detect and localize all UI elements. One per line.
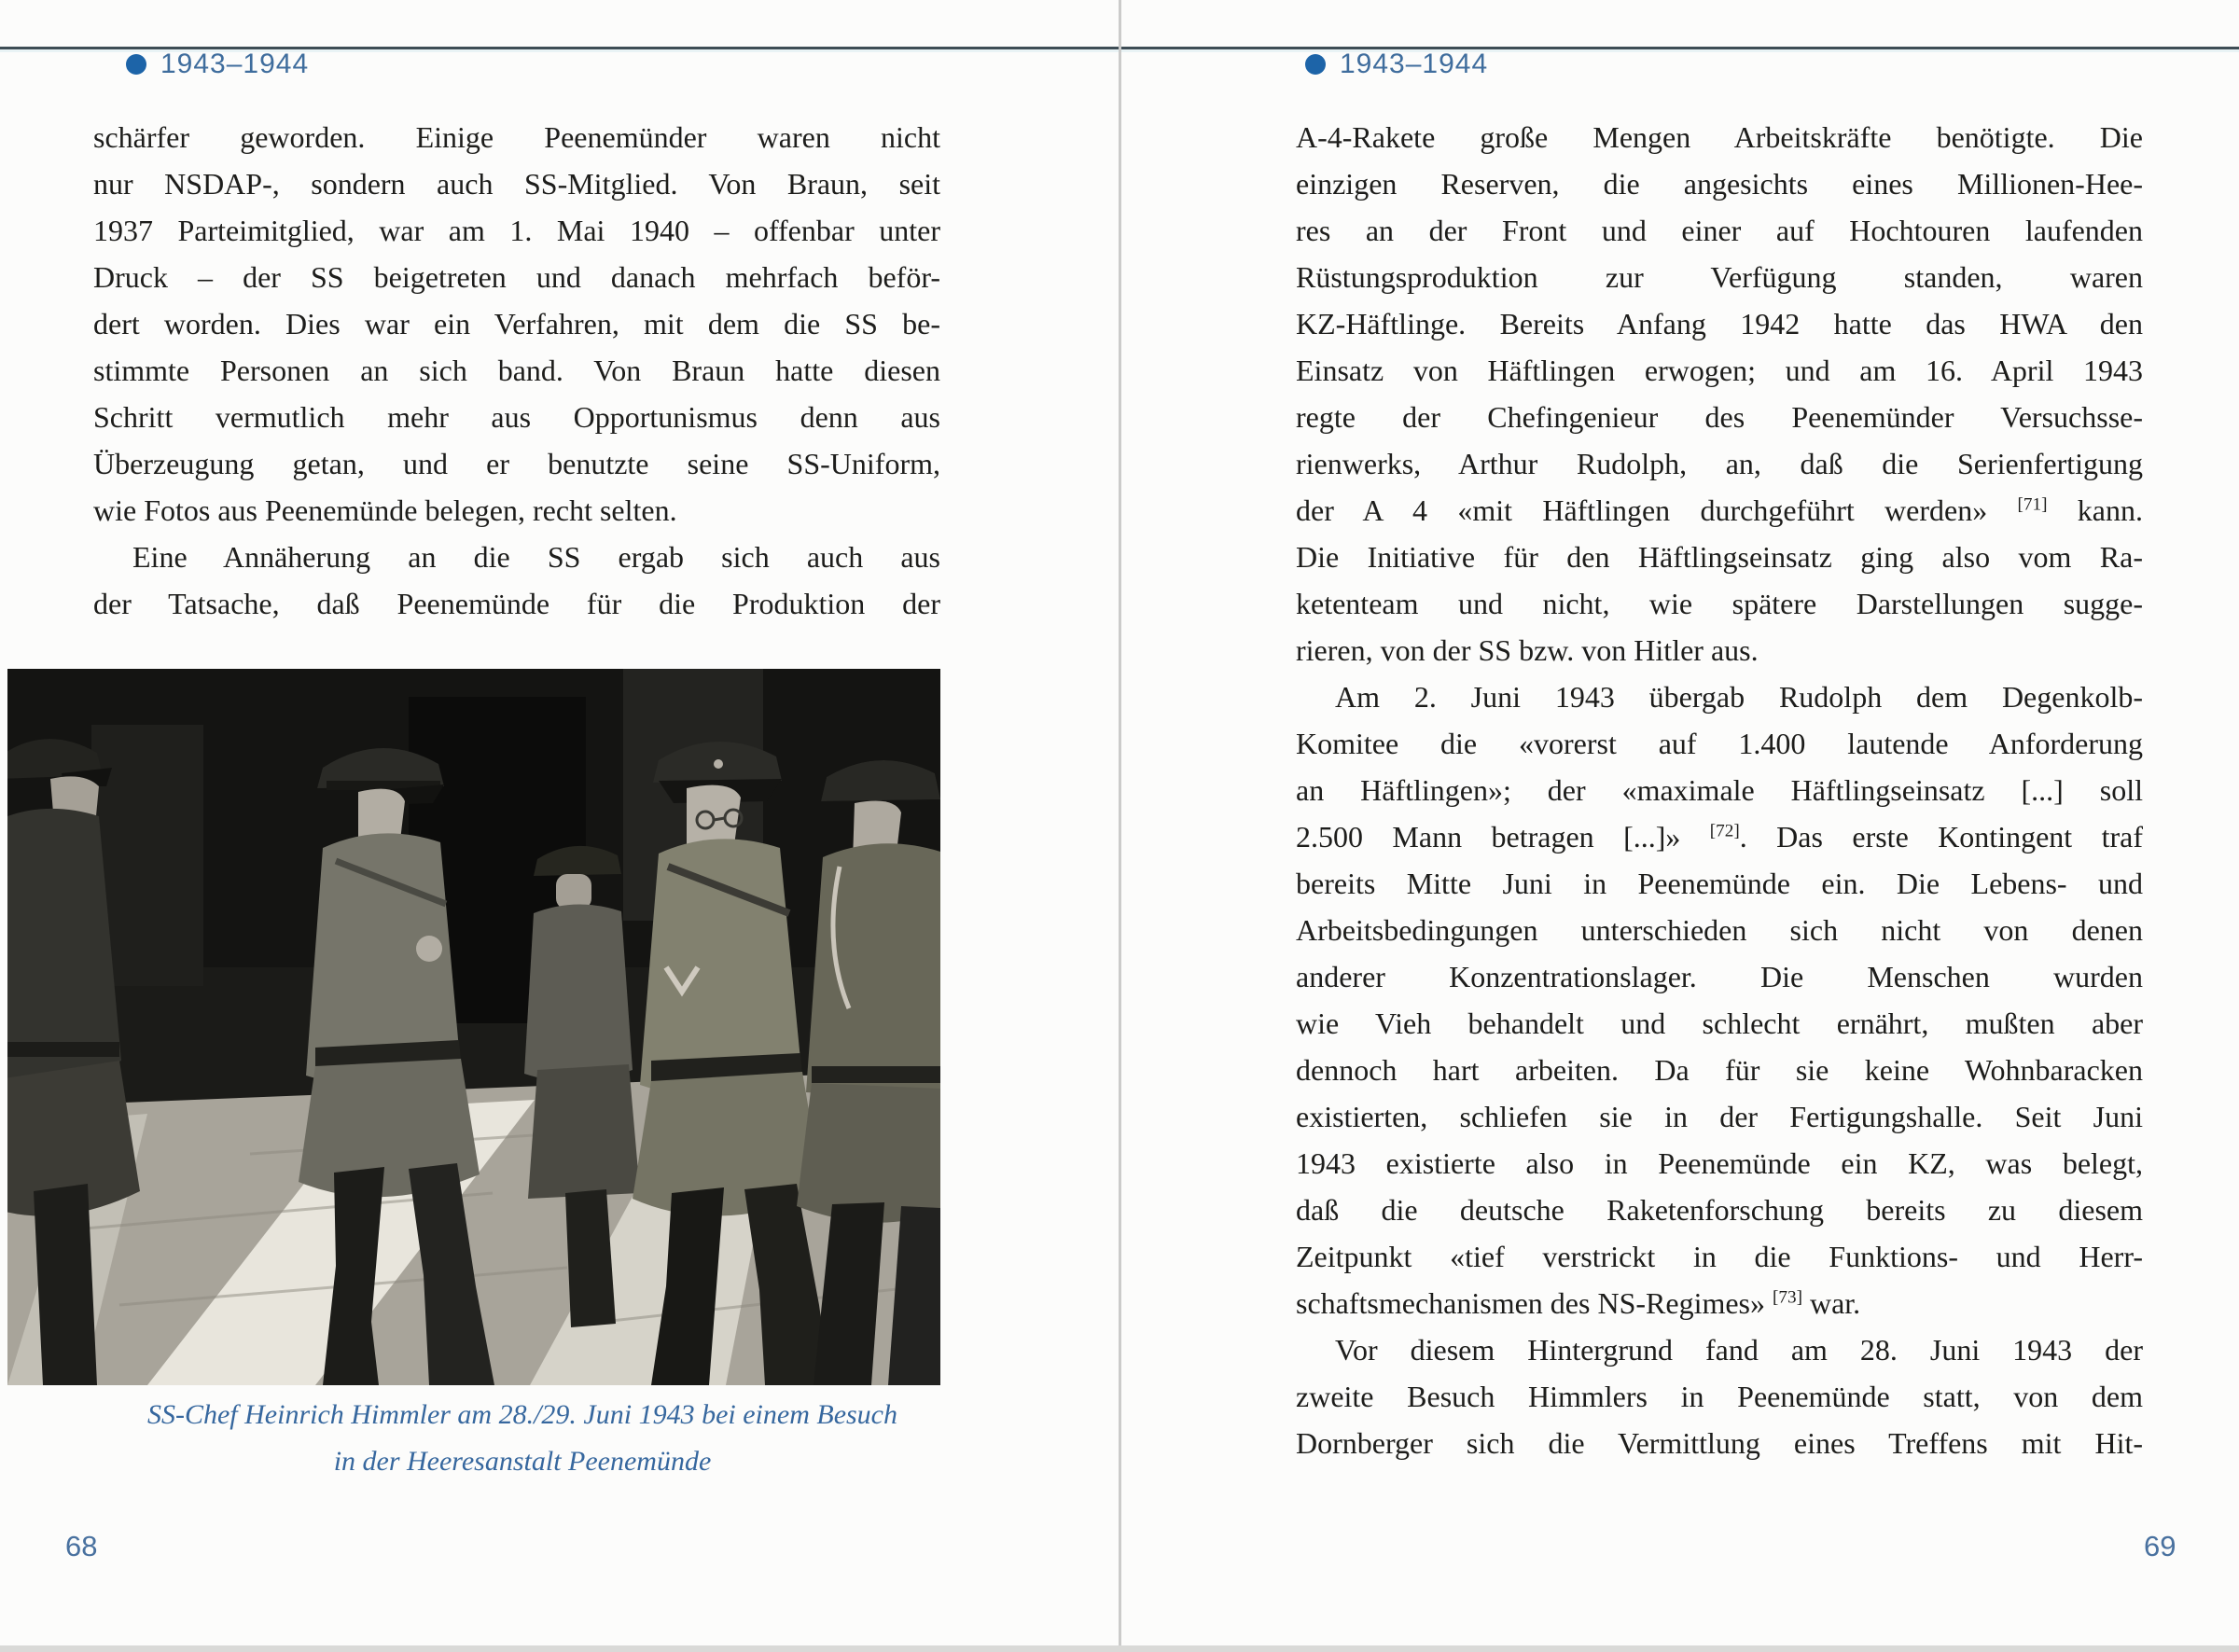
text-line: Zeitpunkt «tief verstrickt in die Funktions- und Herr- [1296,1240,2143,1273]
text-line: rieren, von der SS bzw. von Hitler aus. [1296,633,1759,667]
text-line: schärfer geworden. Einige Peenemünder waren nicht [93,120,940,154]
text-line: Die Initiative für den Häftlingseinsatz ging also vom Ra- [1296,540,2143,574]
photo-himmler-visit [7,669,940,1385]
page-number-right: 69 [2144,1530,2176,1562]
text-line: bereits Mitte Juni in Peenemünde ein. Die Lebens- und [1296,867,2143,900]
text-line: Vor diesem Hintergrund fand am 28. Juni 1943 der [1335,1333,2143,1367]
chapter-header-left [126,49,309,80]
text-line: an Häftlingen»; der «maximale Häftlingseinsatz [...] soll [1296,773,2143,807]
page-right [1121,0,2239,1652]
text-line: der A 4 «mit Häftlingen durchgeführt werden» [71] kann. [1296,493,2143,527]
footnote-marker: [73] [1773,1287,1802,1308]
text-line: regte der Chefingenieur des Peenemünder Versuchsse- [1296,400,2143,434]
text-line: Einsatz von Häftlingen erwogen; und am 16. April 1943 [1296,354,2143,387]
photo-caption-line2: in der Heeresanstalt Peenemünde [333,1446,712,1477]
text-line: res an der Front und einer auf Hochtouren laufenden [1296,214,2143,247]
text-line: wie Vieh behandelt und schlecht ernährt, mußten aber [1296,1006,2143,1040]
text-line: Komitee die «vorerst auf 1.400 lautende Anforderung [1296,727,2143,760]
text-line: 2.500 Mann betragen [...]» [72]. Das erste Kontingent traf [1296,820,2143,854]
text-line: schaftsmechanismen des NS-Regimes» [73] war. [1296,1286,1861,1320]
text-line: Arbeitsbedingungen unterschieden sich nicht von denen [1296,913,2143,947]
text-line: 1937 Parteimitglied, war am 1. Mai 1940 – offenbar unter [93,214,940,247]
chapter-title: 1943–1944 [1340,49,1489,79]
text-line: nur NSDAP-, sondern auch SS-Mitglied. Von Braun, seit [93,167,940,201]
text-line: anderer Konzentrationslager. Die Menschen wurden [1296,960,2143,993]
text-line: Rüstungsproduktion zur Verfügung standen, waren [1296,260,2143,294]
text-line: existierten, schliefen sie in der Fertigungshalle. Seit Juni [1296,1100,2143,1133]
text-line: Schritt vermutlich mehr aus Opportunismus denn aus [93,400,940,434]
photo-caption-line1: SS-Chef Heinrich Himmler am 28./29. Juni 1943 bei einem Besuch [146,1399,897,1430]
text-line: Am 2. Juni 1943 übergab Rudolph dem Degenkolb- [1335,680,2143,714]
text-line: ketenteam und nicht, wie spätere Darstellungen sugge- [1296,587,2143,620]
text-line: Eine Annäherung an die SS ergab sich auch aus [132,540,940,574]
text-line: daß die deutsche Raketenforschung bereits zu diesem [1296,1193,2143,1227]
footnote-marker: [71] [2017,494,2048,515]
chapter-title: 1943–1944 [160,49,310,79]
circle-bullet-icon [126,54,146,75]
text-line: dert worden. Dies war ein Verfahren, mit dem die SS be- [93,307,940,340]
text-line: stimmte Personen an sich band. Von Braun hatte diesen [93,354,940,387]
chapter-header-right [1305,49,1488,80]
text-line: A-4-Rakete große Mengen Arbeitskräfte benötigte. Die [1296,120,2143,154]
text-line: der Tatsache, daß Peenemünde für die Produktion der [93,587,940,620]
body-text-left [93,114,940,627]
text-line: Überzeugung getan, und er benutzte seine SS-Uniform, [93,447,940,480]
himmler-visit-photo-illustration [7,669,940,1385]
body-text-right [1296,114,2143,1466]
text-line: zweite Besuch Himmlers in Peenemünde statt, von dem [1296,1380,2143,1413]
footnote-marker: [72] [1709,821,1740,841]
text-line: dennoch hart arbeiten. Da für sie keine Wohnbaracken [1296,1053,2143,1087]
text-line: Druck – der SS beigetreten und danach mehrfach beför- [93,260,940,294]
circle-bullet-icon [1305,54,1326,75]
text-line: 1943 existierte also in Peenemünde ein KZ, was belegt, [1296,1146,2143,1180]
text-line: Dornberger sich die Vermittlung eines Treffens mit Hit- [1296,1426,2143,1460]
text-line: KZ-Häftlinge. Bereits Anfang 1942 hatte das HWA den [1296,307,2143,340]
page-left [0,0,1119,1652]
page-number-left: 68 [65,1530,98,1562]
photo-caption [56,1392,989,1485]
text-line: rienwerks, Arthur Rudolph, an, daß die Serienfertigung [1296,447,2143,480]
text-line: einzigen Reserven, die angesichts eines Millionen-Hee- [1296,167,2143,201]
text-line: wie Fotos aus Peenemünde belegen, recht selten. [93,493,677,527]
